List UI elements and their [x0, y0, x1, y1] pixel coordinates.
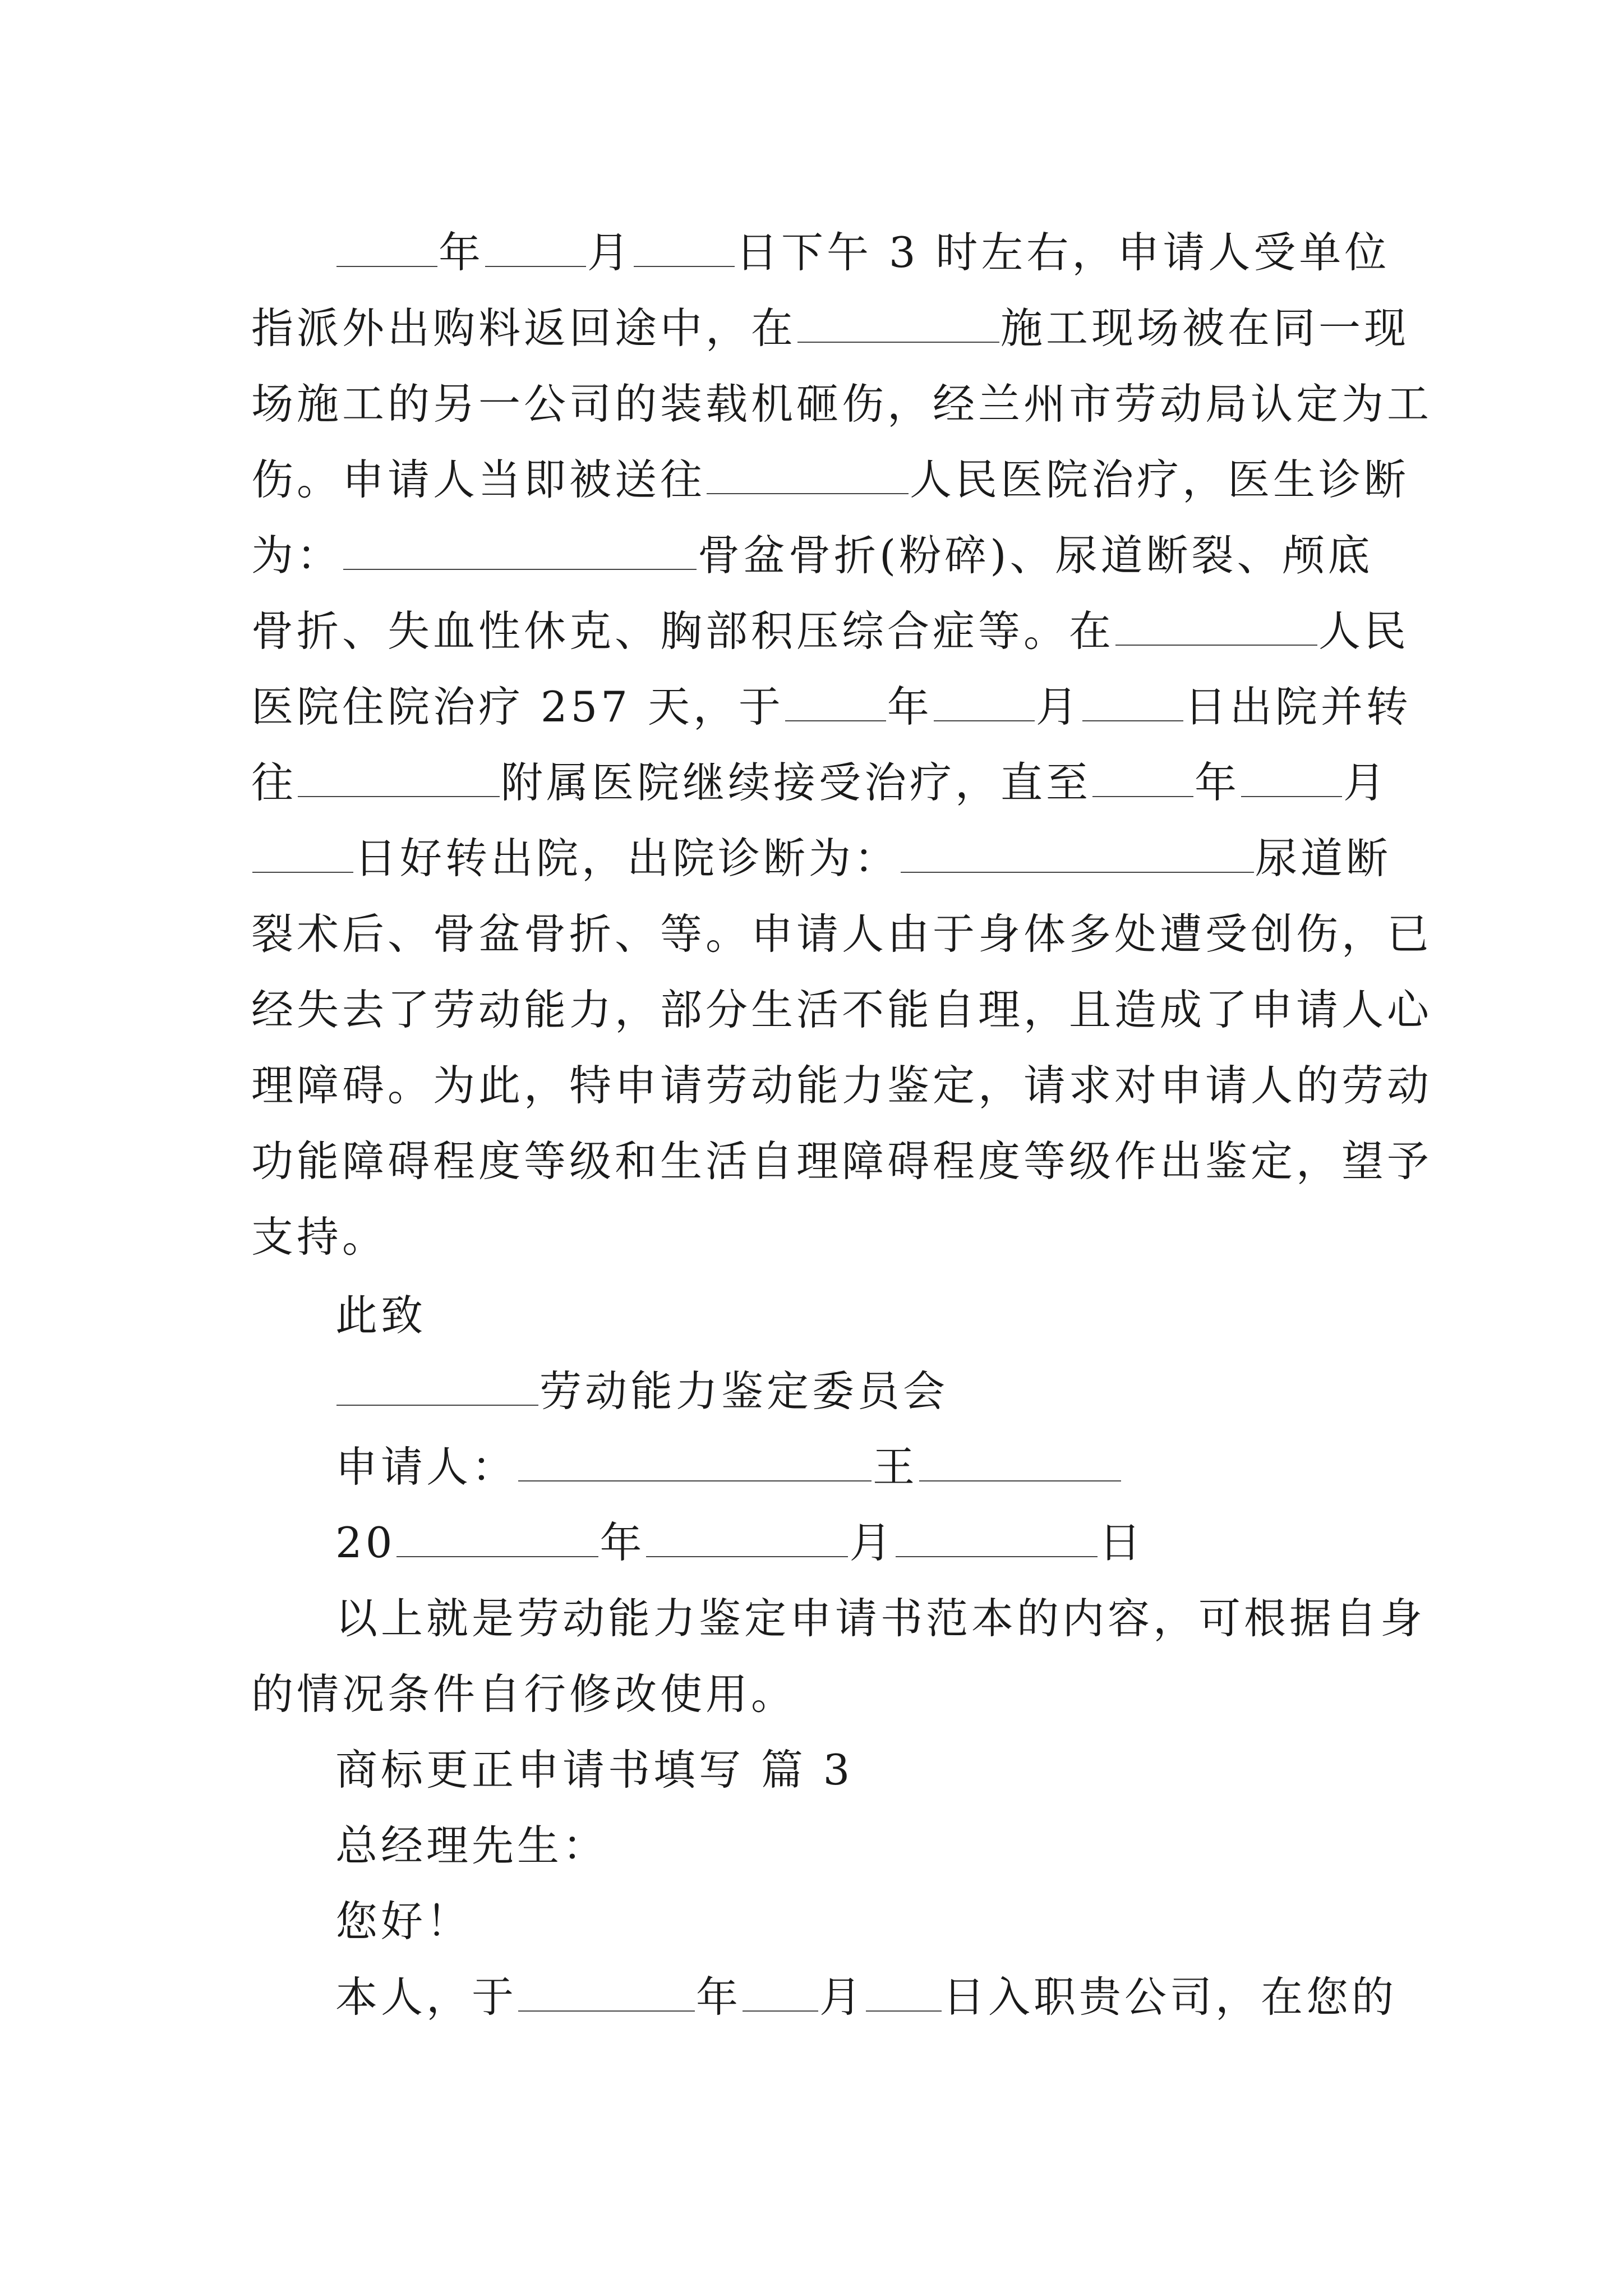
- text-run: 伤。申请人当即被送往: [251, 455, 706, 504]
- text-line: [335, 1282, 426, 1349]
- text-line: [251, 522, 1373, 589]
- text-run: 支持。: [251, 1212, 388, 1262]
- text-run: 人民医院治疗，医生诊断: [910, 455, 1410, 504]
- text-run: 往: [251, 758, 297, 807]
- text-run: 日入职贵公司，在您的: [943, 1972, 1398, 2022]
- text-line: [335, 1963, 1397, 2031]
- text-run: 商标更正申请书填写 篇 3: [335, 1745, 854, 1795]
- fill-in-blank: [518, 2010, 695, 2012]
- text-run: 指派外出购料返回途中，在: [251, 303, 797, 353]
- text-run: 经失去了劳动能力，部分生活不能自理，且造成了申请人心: [251, 985, 1433, 1034]
- text-run: 日: [1099, 1518, 1145, 1567]
- text-run: 年: [439, 228, 485, 277]
- text-line: [335, 1433, 1122, 1501]
- text-run: 您好！: [335, 1897, 472, 1946]
- text-run: 以上就是劳动能力鉴定申请书范本的内容，可根据自身: [335, 1594, 1426, 1643]
- fill-in-blank: [1092, 795, 1193, 797]
- fill-in-blank: [336, 265, 437, 267]
- text-run: 月: [819, 1972, 865, 2022]
- text-line: [251, 1128, 1432, 1195]
- text-run: 年: [696, 1972, 742, 2022]
- text-run: 裂术后、骨盆骨折、等。申请人由于身体多处遭受创伤，已: [251, 909, 1433, 959]
- text-run: 年: [887, 682, 933, 731]
- text-line: [251, 1052, 1432, 1119]
- text-run: 申请人：: [335, 1442, 518, 1492]
- text-run: 日好转出院，出院诊断为：: [354, 834, 900, 883]
- text-run: 场施工的另一公司的装载机砸伤，经兰州市劳动局认定为工: [251, 379, 1433, 429]
- fill-in-blank: [797, 341, 999, 343]
- text-run: 月: [587, 228, 633, 277]
- text-line: [251, 749, 1389, 816]
- text-run: 尿道断: [1255, 834, 1392, 883]
- text-run: 人民: [1318, 606, 1410, 656]
- fill-in-blank: [743, 2010, 818, 2012]
- text-run: 理障碍。为此，特申请劳动能力鉴定，请求对申请人的劳动: [251, 1061, 1433, 1110]
- fill-in-blank: [336, 1404, 538, 1406]
- fill-in-blank: [866, 2010, 942, 2012]
- text-run: 年: [1195, 758, 1241, 807]
- text-run: 20: [335, 1518, 396, 1567]
- text-run: 骨折、失血性休克、胸部积压综合症等。在: [251, 606, 1115, 656]
- fill-in-blank: [518, 1480, 872, 1481]
- text-line: [335, 219, 1390, 286]
- text-run: 为：: [251, 531, 343, 580]
- text-run: 医院住院治疗 257 天，于: [251, 682, 784, 731]
- fill-in-blank: [634, 265, 735, 267]
- text-run: 附属医院继续接受治疗，直至: [501, 758, 1092, 807]
- fill-in-blank: [1241, 795, 1342, 797]
- text-line: [335, 1585, 1426, 1652]
- text-run: 王: [873, 1442, 919, 1492]
- text-line: [335, 1358, 948, 1425]
- fill-in-blank: [1082, 720, 1183, 721]
- text-line: [251, 446, 1409, 513]
- text-run: 功能障碍程度等级和生活自理障碍程度等级作出鉴定，望予: [251, 1137, 1433, 1186]
- text-run: 劳动能力鉴定委员会: [540, 1366, 949, 1416]
- fill-in-blank: [901, 871, 1254, 873]
- text-run: 总经理先生：: [335, 1821, 608, 1870]
- text-line: [335, 1812, 608, 1879]
- text-line: [335, 1888, 472, 1955]
- text-run: 日下午 3 时左右，申请人受单位: [736, 228, 1390, 277]
- fill-in-blank: [707, 493, 909, 494]
- text-line: [251, 295, 1409, 362]
- text-run: 的情况条件自行修改使用。: [251, 1669, 797, 1719]
- text-line: [251, 825, 1391, 892]
- text-run: 此致: [335, 1291, 427, 1340]
- text-run: 月: [1035, 682, 1081, 731]
- fill-in-blank: [396, 1556, 598, 1557]
- text-run: 骨盆骨折(粉碎)、尿道断裂、颅底: [698, 531, 1373, 580]
- text-line: [335, 1736, 853, 1803]
- text-line: [251, 1203, 388, 1271]
- text-run: 年: [600, 1518, 645, 1567]
- text-line: [251, 1660, 796, 1728]
- text-line: [251, 673, 1412, 740]
- fill-in-blank: [298, 795, 500, 797]
- text-run: 月: [1343, 758, 1389, 807]
- fill-in-blank: [252, 871, 353, 873]
- text-line: [251, 370, 1432, 438]
- text-run: 日出院并转: [1184, 682, 1412, 731]
- text-line: [251, 900, 1432, 968]
- fill-in-blank: [896, 1556, 1098, 1557]
- fill-in-blank: [343, 568, 697, 570]
- fill-in-blank: [919, 1480, 1121, 1481]
- fill-in-blank: [646, 1556, 848, 1557]
- fill-in-blank: [1115, 644, 1317, 646]
- text-run: 月: [849, 1518, 895, 1567]
- fill-in-blank: [934, 720, 1035, 721]
- text-run: 施工现场被在同一现: [1000, 303, 1410, 353]
- fill-in-blank: [485, 265, 586, 267]
- text-line: [251, 597, 1409, 665]
- text-line: [251, 976, 1432, 1043]
- text-line: [335, 1509, 1144, 1576]
- text-run: 本人，于: [335, 1972, 518, 2022]
- fill-in-blank: [785, 720, 886, 721]
